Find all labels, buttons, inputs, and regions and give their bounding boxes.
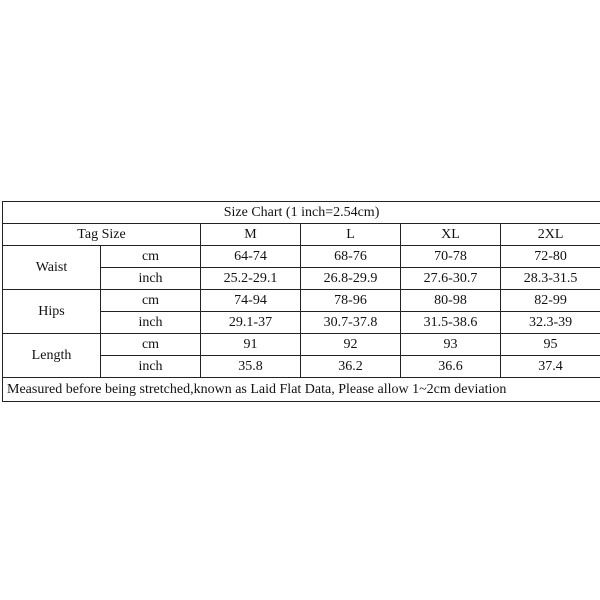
table-row — [3, 290, 600, 312]
chart-title: Size Chart (1 inch=2.54cm) — [3, 202, 600, 224]
table-cell: 64-74 — [201, 246, 301, 268]
table-cell: 27.6-30.7 — [401, 268, 501, 290]
unit-label: inch — [101, 356, 201, 378]
table-cell: 93 — [401, 334, 501, 356]
table-cell: 30.7-37.8 — [301, 312, 401, 334]
measurement-label-waist: Waist — [3, 246, 101, 290]
table-cell: 78-96 — [301, 290, 401, 312]
table-cell: 28.3-31.5 — [501, 268, 600, 290]
size-header-l: L — [301, 224, 401, 246]
size-header-2xl: 2XL — [501, 224, 600, 246]
unit-label: inch — [101, 268, 201, 290]
table-cell: 35.8 — [201, 356, 301, 378]
table-cell: 70-78 — [401, 246, 501, 268]
table-cell: 68-76 — [301, 246, 401, 268]
measurement-label-hips: Hips — [3, 290, 101, 334]
table-cell: 31.5-38.6 — [401, 312, 501, 334]
table-cell: 82-99 — [501, 290, 600, 312]
title-row — [3, 202, 600, 224]
size-header-m: M — [201, 224, 301, 246]
table-cell: 92 — [301, 334, 401, 356]
size-header-xl: XL — [401, 224, 501, 246]
table-row — [3, 334, 600, 356]
header-row — [3, 224, 600, 246]
table-cell: 74-94 — [201, 290, 301, 312]
table-cell: 95 — [501, 334, 600, 356]
table-cell: 36.6 — [401, 356, 501, 378]
unit-label: inch — [101, 312, 201, 334]
table-cell: 32.3-39 — [501, 312, 600, 334]
table-row — [3, 246, 600, 268]
table-cell: 91 — [201, 334, 301, 356]
measurement-label-length: Length — [3, 334, 101, 378]
table-cell: 80-98 — [401, 290, 501, 312]
table-cell: 37.4 — [501, 356, 600, 378]
size-chart-table — [2, 201, 600, 402]
table-cell: 29.1-37 — [201, 312, 301, 334]
table-cell: 72-80 — [501, 246, 600, 268]
measurement-note: Measured before being stretched,known as Laid Flat Data, Please allow 1~2cm deviation — [3, 378, 600, 402]
table-cell: 26.8-29.9 — [301, 268, 401, 290]
unit-label: cm — [101, 334, 201, 356]
unit-label: cm — [101, 290, 201, 312]
tag-size-header: Tag Size — [3, 224, 201, 246]
note-row — [3, 378, 600, 402]
unit-label: cm — [101, 246, 201, 268]
table-cell: 36.2 — [301, 356, 401, 378]
table-cell: 25.2-29.1 — [201, 268, 301, 290]
